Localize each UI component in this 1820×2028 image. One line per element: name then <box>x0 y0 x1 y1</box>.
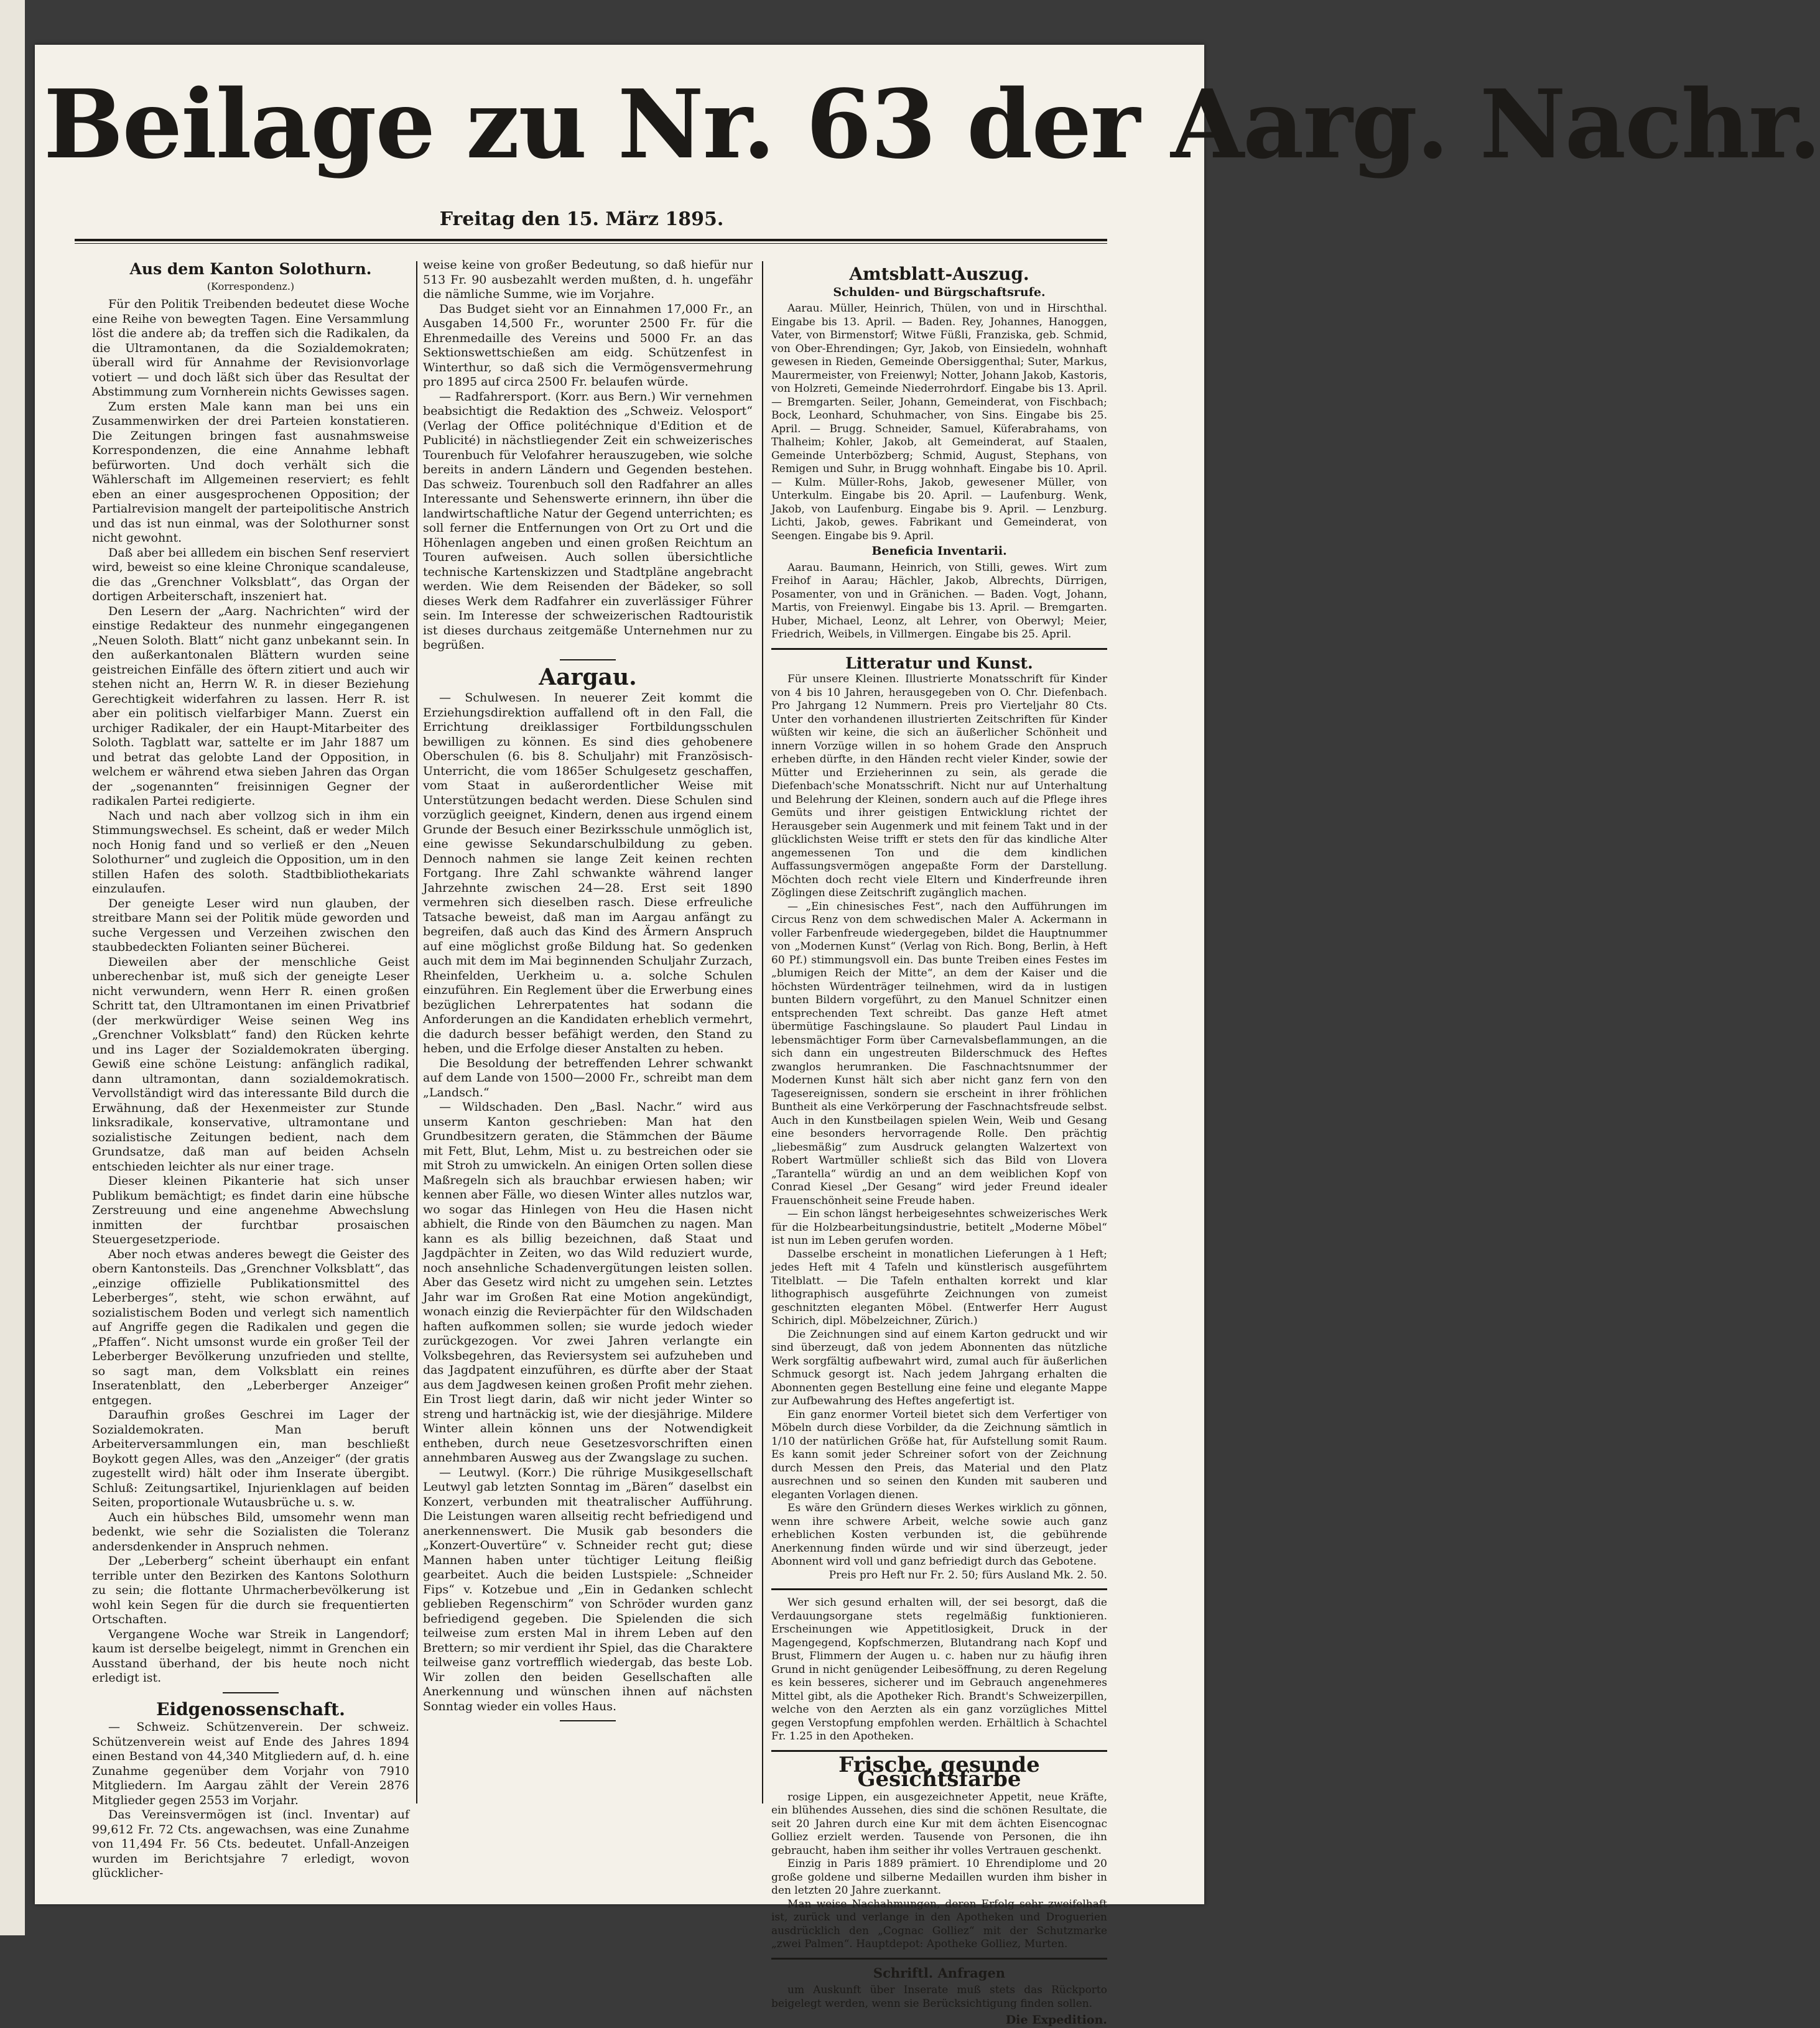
advert-rule <box>771 1958 1107 1960</box>
column-3 <box>771 258 1107 2027</box>
advert-text: Wer sich gesund erhalten will, der sei besorgt, daß die Verdauungsorgane stets regelmäßig funktionieren. Erscheinungen wie Appetitlosigkeit, Druck in der Magengegend, Kopfschmerzen, Blutandrang nach Kopf und Brust, Flimmern der Augen u. c. haben nur zu häufig ihren Grund in nicht genügender Leibesöffnung, zu deren Regelung es kein besseres, sicherer und im Gebrauch angenehmeres Mittel gibt, als die Apotheker Rich. Brandt's Schweizerpillen, welche von den Aerzten als ein ganz vorzügliches Mittel gegen Verstopfung empfohlen werden. Erhältlich à Schachtel Fr. 1.25 in den Apotheken. <box>771 1596 1107 1743</box>
paragraph: — Wildschaden. Den „Basl. Nachr.“ wird aus unserm Kanton geschrieben: Man hat den Grundbesitzern geraten, die Stämmchen der Bäume mit Fett, Blut, Lehm, Mist u. zu bestreichen oder sie mit Stroh zu umwickeln. An einigen Orten sollen diese Maßregeln sich als brauchbar erwiesen haben; wir kennen aber Fälle, wo diesen Winter alles nutzlos war, wo sogar das Hinlegen von Heu die Hasen nicht abhielt, die Rinde von den Bäumchen zu nagen. Man kann es als billig bezeichnen, daß Staat und Jagdpächter in Zeiten, wo das Wild reduziert wurde, noch ansehnliche Schadenvergütungen leisten sollen. Aber das Gesetz wird nicht zu umgehen sein. Letztes Jahr war im Großen Rat eine Motion angekündigt, wonach einzig die Revierpächter für den Wildschaden haften aufkommen sollen; sie wurde jedoch wieder zurückgezogen. Vor zwei Jahren verlangte ein Volksbegehren, das Reviersystem sei aufzuheben und das Jagdpatent einzuführen, es dürfte aber der Staat aus dem Jagdwesen keinen großen Profit mehr ziehen. Ein Trost liegt darin, daß wir nicht jeder Winter so streng und hartnäckig ist, wie der diesjährige. Mildere Winter allein können uns der Notwendigkeit entheben, durch neue Gesetzesvorschriften einen annehmbaren Ausweg aus der Zwangslage zu suchen. <box>423 1100 753 1465</box>
paragraph: Dieser kleinen Pikanterie hat sich unser Publikum bemächtigt; es findet darin eine hübsche Zerstreuung und eine angenehme Abwechslung inmitten der furchtbar prosaischen Steuergesetzperiode. <box>92 1174 409 1246</box>
subheading-schuldenrufe: Schulden- und Bürgschaftsrufe. <box>833 285 1046 299</box>
paragraph: — Ein schon längst herbeigesehntes schweizerisches Werk für die Holzbearbeitungsindustrie, betitelt „Moderne Möbel“ ist nun im Leben gerufen worden. <box>771 1208 1107 1247</box>
paragraph: Das Budget sieht vor an Einnahmen 17,000 Fr., an Ausgaben 14,500 Fr., worunter 2500 Fr. für die Ehrenmedaille des Vereins und 5000 Fr. an das Sektionswettschießen am eidg. Schützenfest in Winterthur, so daß sich die Vermögensvermehrung pro 1895 auf circa 2500 Fr. belaufen würde. <box>423 302 753 389</box>
paragraph: Aarau. Baumann, Heinrich, von Stilli, gewes. Wirt zum Freihof in Aarau; Hächler, Jakob, Albrechts, Dürrigen, Posamenter, von und in Gränichen. — Baden. Vogt, Johann, Martis, von Freienwyl. Eingabe bis 13. April. — Bremgarten. Huber, Michael, Leonz, alt Lehrer, von Oberwyl; Meier, Friedrich, Weibels, in Villmergen. Eingabe bis 25. April. <box>771 561 1107 641</box>
advert-text: um Auskunft über Inserate muß stets das Rückporto beigelegt werden, wenn sie Berücksichtigung finden sollen. <box>771 1984 1107 2010</box>
paragraph: Dasselbe erscheint in monatlichen Lieferungen à 1 Heft; jedes Heft mit 4 Tafeln und künstlerisch ausgeführtem Titelblatt. — Die Tafeln enthalten korrekt und klar lithographisch ausgeführte Zeichnungen von zumeist geschnitzten eleganten Möbel. (Entwerfer Herr August Schirich, dipl. Möbelzeichner, Zürich.) <box>771 1248 1107 1327</box>
masthead-rule-thin <box>75 243 1107 244</box>
subheading-beneficia: Beneficia Inventarii. <box>871 544 1007 558</box>
section-heading-amtsblatt: Amtsblatt-Auszug. <box>849 264 1029 284</box>
section-heading-litteratur: Litteratur und Kunst. <box>845 654 1033 672</box>
paragraph: weise keine von großer Bedeutung, so daß hiefür nur 513 Fr. 90 ausbezahlt werden mußten, d. h. ungefähr die nämliche Summe, wie im Vorjahre. <box>423 258 753 301</box>
paragraph: — Schweiz. Schützenverein. Der schweiz. Schützenverein weist auf Ende des Jahres 1894 einen Bestand von 44,340 Mitgliedern auf, d. h. eine Zunahme gegenüber dem Vorjahr von 7910 Mitgliedern. Im Aargau zählt der Verein 2876 Mitglieder gegen 2553 im Vorjahr. <box>92 1720 409 1807</box>
paragraph: Für unsere Kleinen. Illustrierte Monatsschrift für Kinder von 4 bis 10 Jahren, herausgegeben von O. Chr. Diefenbach. Pro Jahrgang 12 Nummern. Preis pro Vierteljahr 80 Cts. Unter den vorhandenen illustrierten Zeitschriften für Kinder wüßten wir keine, die sich an äußerlicher Schönheit und innern Vorzüge willen in so hohem Grade den Anspruch erheben dürfte, in den Händen recht vieler Kinder, sowie der Mütter und Erzieherinnen zu sein, als gerade die Diefenbach'sche Monatsschrift. Nicht nur auf Unterhaltung und Belehrung der Kleinen, sondern auch auf die Pflege ihres Gemüts und ihrer geistigen Entwicklung richtet der Herausgeber sein Augenmerk und mit feinem Takt und in der glücklichsten Weise trifft er stets den für das kindliche Alter angemessenen Ton und die dem kindlichen Auffassungsvermögen angepaßte Form der Darstellung. Möchten doch recht viele Eltern und Kinderfreunde ihren Zöglingen diese Zeitschrift zugänglich machen. <box>771 673 1107 899</box>
masthead-rule <box>75 239 1107 241</box>
advert-heading-anfragen: Schriftl. Anfragen <box>873 1965 1006 1981</box>
paragraph: Der geneigte Leser wird nun glauben, der streitbare Mann sei der Politik müde geworden und suche Vergessen und Verzeihen zwischen den staubbedeckten Folianten seiner Bücherei. <box>92 896 409 954</box>
paragraph: Aber noch etwas anderes bewegt die Geister des obern Kantonsteils. Das „Grenchner Volksblatt“, das „einzige offizielle Publikationsmittel des Leberberges“, steht, wie schon erwähnt, auf sozialistischem Boden und verlegt sich namentlich auf Angriffe gegen die Radikalen und gegen die „Pfaffen“. Nicht umsonst wurde ein großer Teil der Leberberger Bevölkerung unzufrieden und stellte, so sagt man, dem Volksblatt ein reines Inseratenblatt, den „Leberberger Anzeiger“ entgegen. <box>92 1247 409 1407</box>
paragraph: Daraufhin großes Geschrei im Lager der Sozialdemokraten. Man beruft Arbeiterversammlungen ein, man beschließt Boykott gegen Alles, was den „Anzeiger“ (der gratis zugestellt wird) hält oder ihm Inserate übergibt. Schluß: Zeitungsartikel, Injurienklagen auf beiden Seiten, proportionale Wutausbrüche u. s. w. <box>92 1408 409 1509</box>
column-divider-1 <box>416 261 417 1803</box>
paragraph: — „Ein chinesisches Fest“, nach den Aufführungen im Circus Renz von dem schwedischen Maler A. Ackermann in voller Farbenfreude wiedergegeben, bildet die Hauptnummer von „Modernen Kunst“ (Verlag von Rich. Bong, Berlin, à Heft 60 Pf.) stimmungsvoll ein. Das bunte Treiben eines Festes im „blumigen Reich der Mitte“, an dem der Kaiser und die höchsten Würdenträger teilnehmen, wird da in lustigen bunten Bildern vorgeführt, zu den Manuel Schnitzer einen entsprechenden Text schreibt. Das ganze Heft atmet übermütige Faschingslaune. So plaudert Paul Lindau in lebensmächtiger Form über Carnevalsbeflammungen, an die sich dann ein ungestreuten Bilderschmuck des Heftes zwanglos herumranken. Die Faschnachtsnummer der Modernen Kunst hält sich aber nicht ganz fern von den Tagesereignissen, sondern sie erscheint in ihrer fröhlichen Buntheit als eine Verkörperung der Faschnachtsfreude selbst. Auch in den Kunstbeilagen spielen Wein, Weib und Gesang eine besonders hervorragende Rolle. Den prächtig „liebesmäßig“ zum Ausdruck gelangten Walzertext von Robert Wartmüller schließt sich das Bild von Llovera „Tarantella“ würdig an und an dem weiblichen Kopf von Conrad Kiesel „Der Gesang“ wird jeder Freund idealer Frauenschönheit seine Freude haben. <box>771 900 1107 1207</box>
advert-rule <box>771 1750 1107 1752</box>
paragraph: Vergangene Woche war Streik in Langendorf; kaum ist derselbe beigelegt, nimmt in Grenchen ein Ausstand überhand, der bis heute noch nicht erledigt ist. <box>92 1627 409 1685</box>
paragraph: — Leutwyl. (Korr.) Die rührige Musikgesellschaft Leutwyl gab letzten Sonntag im „Bären“ daselbst ein Konzert, verbunden mit theatralischer Aufführung. Die Leistungen waren allseitig recht befriedigend und anerkennenswert. Die Musik gab besonders die „Konzert-Ouvertüre“ v. Schneider recht gut; diese Mannen haben unter tüchtiger Leitung fleißig gearbeitet. Auch die beiden Lustspiele: „Schneider Fips“ v. Kotzebue und „Ein in Gedanken schlecht geblieben Regenschirm“ von Schröder wurden ganz befriedigend gegeben. Die Spielenden die sich teilweise zum ersten Mal in ihrem Leben auf den Brettern; so mir verdient ihr Spiel, das die Charaktere teilweise ganz vortrefflich wiedergab, das beste Lob. Wir zollen den beiden Gesellschaften alle Anerkennung und wünschen ihnen auf nächsten Sonntag wieder ein volles Haus. <box>423 1465 753 1713</box>
paragraph: Nach und nach aber vollzog sich in ihm ein Stimmungswechsel. Es scheint, daß er weder Milch noch Honig fand und so verließ er den „Neuen Solothurner“ und zugleich die Opposition, um in den stillen Hafen des soloth. Stadtbibliothekariats einzulaufen. <box>92 808 409 896</box>
paragraph: Die Zeichnungen sind auf einem Karton gedruckt und wir sind überzeugt, daß von jedem Abonnenten das nützliche Werk sorgfältig aufbewahrt wird, zumal auch für äußerlichen Schmuck gesorgt ist. Nach jedem Jahrgang erhalten die Abonnenten gegen Bestellung eine feine und elegante Mappe zur Aufbewahrung des Heftes angefertigt ist. <box>771 1328 1107 1407</box>
price-line: Preis pro Heft nur Fr. 2. 50; fürs Ausland Mk. 2. 50. <box>829 1568 1107 1581</box>
section-separator <box>223 1692 279 1693</box>
article-subheading: (Korrespondenz.) <box>207 280 295 292</box>
paragraph: Es wäre den Gründern dieses Werkes wirklich zu gönnen, wenn ihre schwere Arbeit, welche sowie auch ganz erheblichen Kosten verbunden ist, die gebührende Anerkennung finden würde und wir sind überzeugt, jeder Abonnent wird voll und ganz befriedigt durch das Gebotene. <box>771 1502 1107 1568</box>
advert-text: Man weise Nachahmungen, deren Erfolg sehr zweifelhaft ist, zurück und verlange in den Apotheken und Droguerien ausdrücklich den „Cognac Golliez“ mit der Schutzmarke „zwei Palmen“. Hauptdepot: Apotheke Golliez, Murten. <box>771 1897 1107 1950</box>
column-2 <box>423 258 753 1831</box>
section-heading-aargau: Aargau. <box>539 664 637 690</box>
advert-rule <box>771 1588 1107 1590</box>
paragraph: Für den Politik Treibenden bedeutet diese Woche eine Reihe von bewegten Tagen. Eine Versammlung löst die andere ab; da treffen sich die Radikalen, da die Ultramontanen, da die Sozialdemokraten; überall wird für Annahme der Revisionvorlage votiert — und doch läßt sich über das Resultat der Abstimmung zum Vornherein nichts Gewisses sagen. <box>92 297 409 399</box>
paragraph: — Radfahrersport. (Korr. aus Bern.) Wir vernehmen beabsichtigt die Redaktion des „Schweiz. Velosport“ (Verlag der Office politéchnique d'Edition et de Publicité) in nächstliegender Zeit ein schweizerisches Tourenbuch für Velofahrer herauszugeben, wie solche bereits in andern Ländern und Gegenden bestehen. Das schweiz. Tourenbuch soll den Radfahrer an alles Interessante und Sehenswerte erinnern, ihn über die landwirtschaftliche Natur der Gegend unterrichten; es soll ferner die Entfernungen von Ort zu Ort und die Höhenlagen angeben und einen großen Reichtum an Touren aufweisen. Auch sollen übersichtliche technische Kartenskizzen und Stadtpläne angebracht werden. Wie dem Reisenden der Bädeker, so soll dieses Werk dem Radfahrer ein zuverlässiger Führer sein. Im Interesse der schweizerischen Radtouristik ist dieses durchaus zeitgemäße Unternehmen nur zu begrüßen. <box>423 389 753 652</box>
paragraph: Zum ersten Male kann man bei uns ein Zusammenwirken der drei Parteien konstatieren. Die Zeitungen bringen fast ausnahmsweise Korrespondenzen, die eine Annahme lebhaft befürworten. Und doch verhält sich die Wählerschaft im Allgemeinen reserviert; es fehlt eben an einer ausgesprochenen Opposition; der Partialrevision mangelt der parteipolitische Anstrich und das ist nun einmal, was der Solothurner sonst nicht gewohnt. <box>92 399 409 545</box>
paragraph: Den Lesern der „Aarg. Nachrichten“ wird der einstige Redakteur des nunmehr eingegangenen „Neuen Soloth. Blatt“ nicht ganz unbekannt sein. In den außerkantonalen Blättern wurden seine geistreichen Einfälle des öftern zitiert und auch wir stehen nicht an, Herrn W. R. in dieser Beziehung Gerechtigkeit widerfahren zu lassen. Herr R. ist aber ein politisch vielfarbiger Mann. Zuerst ein urchiger Radikaler, der ein Haupt-Mitarbeiter des Soloth. Tagblatt war, sattelte er im Jahr 1887 um und betrat das gelobte Land der Opposition, in welchem er während etwa sieben Jahren das Organ der „sogenannten“ freisinnigen Gegner der radikalen Partei redigierte. <box>92 604 409 808</box>
paragraph: Dieweilen aber der menschliche Geist unberechenbar ist, muß sich der geneigte Leser nicht verwundern, wenn Herr R. einen großen Schritt tat, den Ultramontanen im einen Privatbrief (der merkwürdiger Weise seinen Weg ins „Grenchner Volksblatt“ fand) den Rücken kehrte und ins Lager der Sozialdemokraten überging. Gewiß eine schöne Leistung: anfänglich radikal, dann ultramontan, dann sozialdemokratisch. Vervollständigt wird das interessante Bild durch die Erwähnung, daß der Hexenmeister zur Stunde linksradikale, konservative, ultramontane und sozialistische Zeitungen bedient, nach dem Grundsatze, daß man auf beiden Achseln entschieden leichter als nur einer trage. <box>92 955 409 1174</box>
article-heading-solothurn: Aus dem Kanton Solothurn. <box>129 260 372 278</box>
paragraph: Ein ganz enormer Vorteil bietet sich dem Verfertiger von Möbeln durch diese Vorbilder, da die Zeichnung sämtlich in 1/10 der natürlichen Größe hat, für Aufstellung somit Raum. Es kann somit jeder Schreiner sofort von der Zeichnung durch Messen den Preis, das Material und den Platz ausrechnen und so seinen den Kunden mit sauberen und eleganten Vorlagen dienen. <box>771 1408 1107 1501</box>
masthead-title: Beilage zu Nr. 63 der Aarg. Nachr. <box>44 68 1820 180</box>
advert-text: rosige Lippen, ein ausgezeichneter Appetit, neue Kräfte, ein blühendes Aussehen, dies sind die schönen Resultate, die seit 20 Jahren durch eine Kur mit dem ächten Eisencognac Golliez erzielt werden. Tausende von Personen, die ihn gebraucht, haben ihm seither ihr volles Vertrauen geschenkt. <box>771 1790 1107 1857</box>
issue-date: Freitag den 15. März 1895. <box>439 208 724 230</box>
paragraph: Der „Leberberg“ scheint überhaupt ein enfant terrible unter den Bezirken des Kantons Solothurn zu sein; die flottante Uhrmacherbevölkerung ist wohl kein Segen für die durch sie frequentierten Ortschaften. <box>92 1554 409 1626</box>
section-separator <box>560 1720 616 1721</box>
advert-text: Einzig in Paris 1889 prämiert. 10 Ehrendiplome und 20 große goldene und silberne Medaillen wurden ihm bisher in den letzten 20 Jahre zuerkannt. <box>771 1858 1107 1897</box>
paragraph: Auch ein hübsches Bild, umsomehr wenn man bedenkt, wie sehr die Sozialisten die Toleranz andersdenkender in Anspruch nehmen. <box>92 1510 409 1553</box>
paragraph: Daß aber bei allledem ein bischen Senf reserviert wird, beweist so eine kleine Chronique scandaleuse, die das „Grenchner Volksblatt“, das Organ der dortigen Arbeiterschaft, inszeniert hat. <box>92 545 409 603</box>
expedition-signature: Die Expedition. <box>1005 2013 1107 2027</box>
paragraph: Aarau. Müller, Heinrich, Thülen, von und in Hirschthal. Eingabe bis 13. April. — Baden. Rey, Johannes, Hanoggen, Vater, von Birmenstorf; Witwe Füßli, Franziska, geb. Schmid, von Ober-Ehrendingen; Gyr, Jakob, von Einsiedeln, wohnhaft gewesen in Rieden, Gemeinde Obersiggenthal; Suter, Markus, Maurermeister, von Freienwyl; Notter, Johann Jakob, Kastoris, von Holzreti, Gemeinde Niederrohrdorf. Eingabe bis 13. April. — Bremgarten. Seiler, Johann, Gemeinderat, von Fischbach; Bock, Leonhard, Schuhmacher, von Sins. Eingabe bis 25. April. — Brugg. Schneider, Samuel, Küferabrahams, von Thalheim; Kohler, Jakob, alt Gemeinderat, auf Staalen, Gemeinde Unterbözberg; Schmid, August, Stephans, von Remigen und Suhr, in Brugg wohnhaft. Eingabe bis 10. April. — Kulm. Müller-Rohs, Jakob, gewesener Müller, von Unterkulm. Eingabe bis 20. April. — Laufenburg. Wenk, Jakob, von Laufenburg. Eingabe bis 9. April. — Lenzburg. Lichti, Jakob, gewes. Fabrikant und Gemeinderat, von Seengen. Eingabe bis 9. April. <box>771 302 1107 542</box>
masthead <box>44 59 1820 230</box>
section-separator <box>560 659 616 660</box>
paragraph: Das Vereinsvermögen ist (incl. Inventar) auf 99,612 Fr. 72 Cts. angewachsen, was eine Zunahme von 11,494 Fr. 56 Cts. bedeutet. Unfall-Anzeigen wurden im Berichtsjahre 7 erledigt, wovon glücklicher- <box>92 1808 409 1880</box>
section-rule <box>771 648 1107 650</box>
advert-heading-gesichtsfarbe: Frische, gesunde Gesichtsfarbe <box>838 1752 1040 1792</box>
column-divider-2 <box>762 261 763 1803</box>
paragraph: — Schulwesen. In neuerer Zeit kommt die Erziehungsdirektion auffallend oft in den Fall, die Errichtung dreiklassiger Fortbildungsschulen bewilligen zu können. Es sind dies gehobenere Oberschulen (6. bis 8. Schuljahr) mit Französisch-Unterricht, die vom 1865er Schulgesetz geschaffen, vom Staat in außerordentlicher Weise mit Unterstützungen bedacht werden. Diese Schulen sind vorzüglich geeignet, Kindern, denen aus irgend einem Grunde der Besuch einer Bezirksschule unmöglich ist, eine gewisse Sekundarschulbildung zu geben. Dennoch nahmen sie lange Zeit keinen rechten Fortgang. Ihre Zahl schwankte während langer Jahrzehnte zwischen 24—28. Erst seit 1890 vermehren sich dieselben rasch. Diese erfreuliche Tatsache beweist, daß man im Aargau anfängt zu begreifen, daß auch das Kind des Ärmern Anspruch auf eine möglichst große Bildung hat. So gedenken auch mit dem im Mai beginnenden Schuljahr Zurzach, Rheinfelden, Uerkheim u. a. solche Schulen einzuführen. Ein Reglement über die Erwerbung eines bezüglichen Lehrerpatentes hat sodann die Anforderungen an die Kandidaten erheblich vermehrt, die dadurch besser befähigt werden, den Stand zu heben, und die Erfolge dieser Anstalten zu heben. <box>423 691 753 1055</box>
column-1 <box>92 258 409 1880</box>
page-edge-strip <box>0 0 25 1935</box>
section-heading-eidgenossenschaft: Eidgenossenschaft. <box>156 1698 345 1720</box>
paragraph: Die Besoldung der betreffenden Lehrer schwankt auf dem Lande von 1500—2000 Fr., schreibt man dem „Landsch.“ <box>423 1056 753 1100</box>
